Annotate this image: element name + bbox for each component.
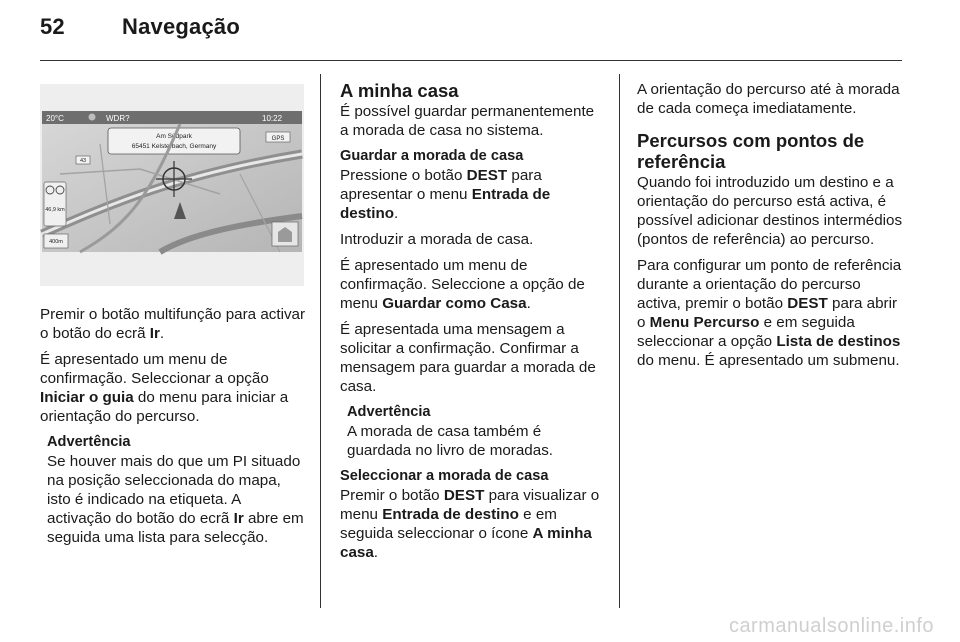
column-2 — [340, 80, 606, 569]
text: e em seguida seleccionar o ícone — [340, 506, 557, 542]
menu-ref: Entrada de destino — [340, 186, 551, 222]
paragraph — [340, 166, 606, 223]
address-line-2: 65451 Kelsterbach, Germany — [131, 143, 217, 150]
text: Premir o botão multifunção para activar o botão do ecrã — [40, 306, 306, 342]
menu-option-ref: Lista de destinos — [776, 333, 901, 350]
start-guidance-ref: Iniciar o guia — [40, 389, 134, 406]
subheading: Guardar a morada de casa — [340, 148, 524, 164]
paragraph: Introduzir a morada de casa. — [340, 231, 534, 248]
note-title: Advertência — [347, 404, 431, 420]
dest-button-ref: DEST — [466, 167, 508, 184]
go-button-ref: Ir — [149, 325, 160, 342]
page-header — [40, 14, 240, 40]
column-3 — [637, 80, 905, 377]
go-button-ref: Ir — [233, 510, 244, 527]
text: Se houver mais do que um PI situado na posição seleccionada do mapa, isto é indicado na etiqueta. A activação do botão do ecrã — [47, 453, 301, 527]
paragraph — [40, 350, 308, 426]
text: Pressione o botão — [340, 167, 467, 184]
paragraph — [40, 305, 308, 343]
column-divider-1 — [320, 74, 321, 608]
dest-button-ref: DEST — [787, 295, 828, 312]
scale-readout: 400m — [49, 239, 63, 245]
paragraph — [340, 486, 606, 562]
section-heading: A minha casa — [340, 80, 459, 101]
paragraph — [637, 256, 905, 370]
menu-option-ref: Guardar como Casa — [382, 295, 527, 312]
watermark: carmanualsonline.info — [728, 615, 934, 637]
column-1 — [40, 305, 308, 554]
column-divider-2 — [619, 74, 620, 608]
text: . — [526, 295, 531, 312]
paragraph: É possível guardar permanentemente a morada de casa no sistema. — [340, 103, 595, 139]
text: A morada de casa também é guardada no livro de moradas. — [347, 423, 554, 459]
text: para visualizar o menu — [340, 487, 600, 523]
text: do menu para iniciar a orientação do percurso. — [40, 389, 289, 425]
road-badge: 43 — [79, 158, 87, 164]
paragraph — [340, 256, 606, 313]
text: do menu. É apresentado um submenu. — [637, 352, 900, 369]
page-number: 52 — [40, 14, 65, 39]
temperature-label: 20°C — [46, 114, 64, 123]
gps-badge: GPS — [271, 136, 285, 142]
header-rule — [40, 60, 902, 61]
paragraph: Quando foi introduzido um destino e a orientação do percurso está activa, é possível adicionar destinos intermédios (pontos de referência) ao percurso. — [637, 174, 903, 248]
text: . — [373, 544, 379, 561]
icon-ref: A minha casa — [340, 525, 592, 561]
chapter-title: Navegação — [122, 14, 240, 39]
navigation-map-image — [40, 84, 304, 286]
section-heading: Percursos com pontos de referência — [637, 130, 865, 172]
note-title: Advertência — [47, 434, 131, 450]
text: para apresentar o menu — [340, 167, 542, 203]
note-box — [47, 433, 308, 547]
subheading: Seleccionar a morada de casa — [340, 468, 549, 484]
dest-button-ref: DEST — [443, 487, 485, 504]
text: . — [159, 325, 165, 342]
paragraph: A orientação do percurso até à morada de cada começa imediatamente. — [637, 81, 900, 117]
menu-ref: Entrada de destino — [382, 506, 519, 523]
text: Para configurar um ponto de referência durante a orientação do percurso activa, premir o botão — [637, 257, 902, 312]
text: É apresentado um menu de confirmação. Seleccione a opção de menu — [340, 257, 585, 312]
paragraph: É apresentada uma mensagem a solicitar a confirmação. Confirmar a mensagem para guardar a morada de casa. — [340, 321, 596, 395]
text: Premir o botão — [340, 487, 444, 504]
text: . — [394, 205, 399, 222]
clock-label: 10:22 — [262, 114, 283, 123]
destination-query: WDR? — [106, 114, 130, 123]
distance-readout: 46,9 km — [45, 207, 65, 213]
text: para abrir o — [637, 295, 898, 331]
note-box — [347, 403, 606, 460]
text: abre em seguida uma lista para selecção. — [47, 510, 304, 546]
text: e em seguida seleccionar a opção — [637, 314, 855, 350]
house-icon — [89, 114, 96, 121]
address-line-1: Am Südpark — [156, 133, 192, 140]
navigation-screenshot — [40, 84, 304, 286]
menu-ref: Menu Percurso — [649, 314, 760, 331]
text: É apresentado um menu de confirmação. Seleccionar a opção — [40, 351, 269, 387]
